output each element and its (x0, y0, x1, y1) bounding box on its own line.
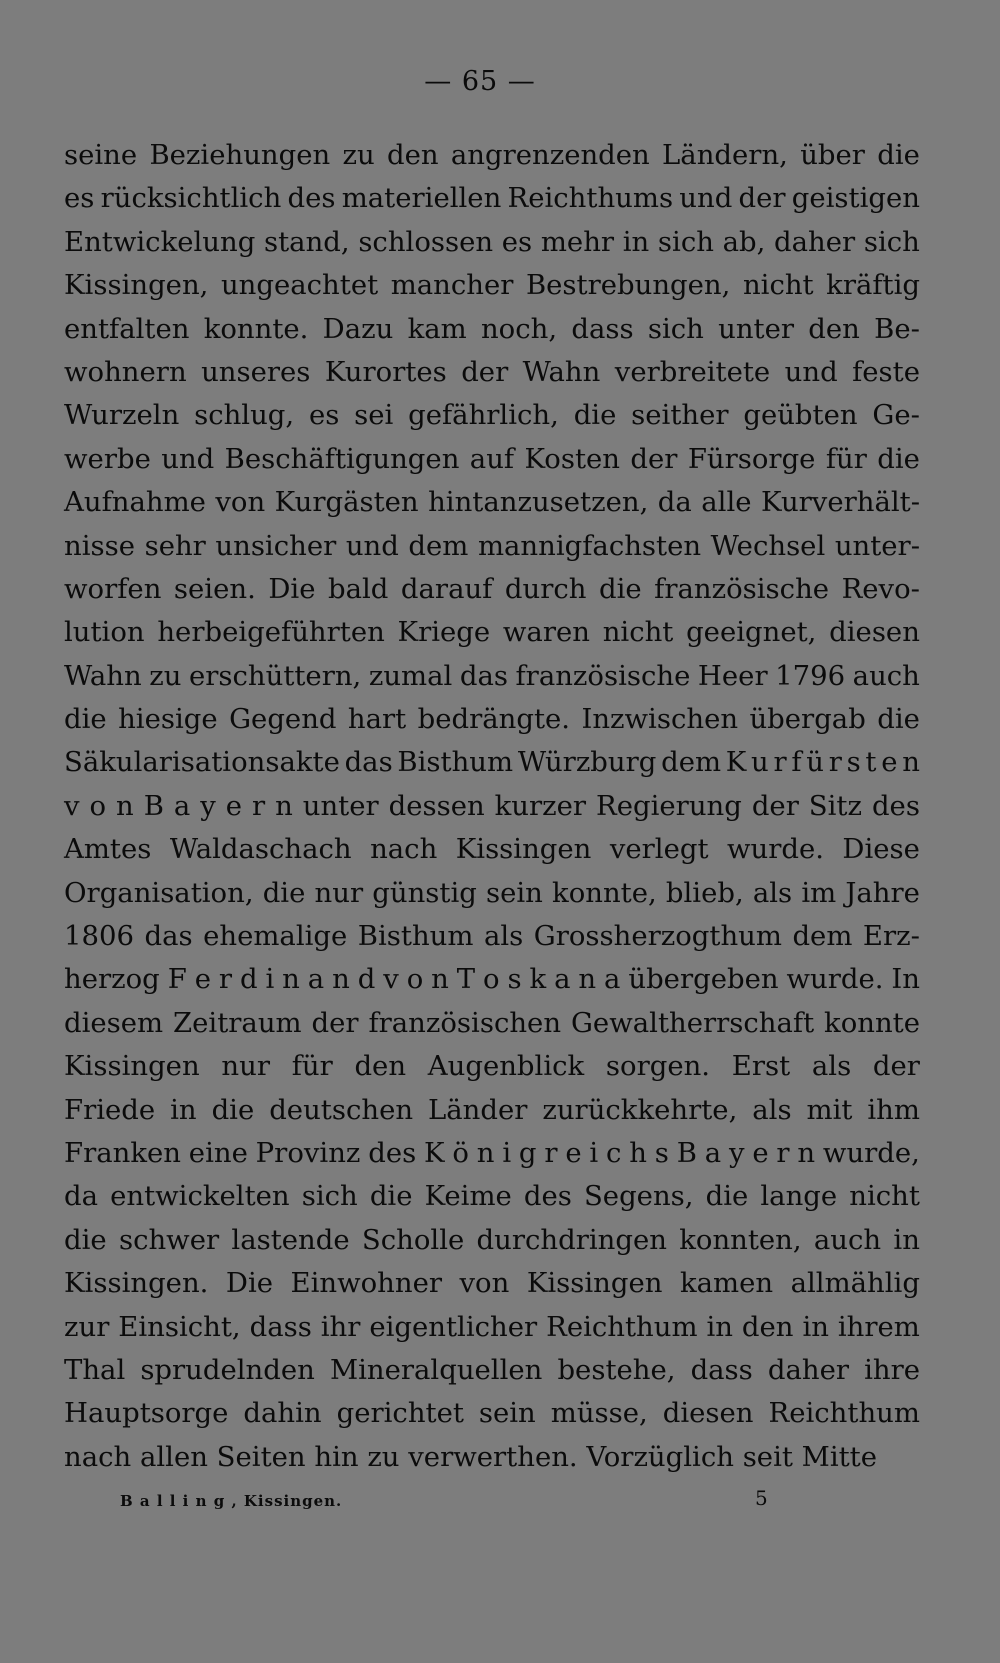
text-line: diesem Zeitraum der französischen Gewaltherrschaft konnte (64, 1006, 920, 1039)
text-line: herzog F e r d i n a n d v o n T o s k a n a übergeben wurde. In (64, 963, 920, 996)
text-line: 1806 das ehemalige Bisthum als Grossherzogthum dem Erz- (64, 920, 920, 953)
text-line: Friede in die deutschen Länder zurückkehrte, als mit ihm (64, 1093, 920, 1126)
text-line: Entwickelung stand, schlossen es mehr in sich ab, daher sich (64, 225, 920, 258)
text-line: die schwer lastende Scholle durchdringen konnten, auch in (64, 1223, 920, 1256)
page-number: — 65 — (424, 66, 536, 97)
text-line: seine Beziehungen zu den angrenzenden Ländern, über die (64, 139, 920, 171)
text-line: Kissingen, ungeachtet mancher Bestrebungen, nicht kräftig (64, 269, 920, 302)
text-line: Thal sprudelnden Mineralquellen bestehe, dass daher ihre (64, 1353, 920, 1386)
page-footer (120, 1486, 820, 1518)
text-line: Kissingen. Die Einwohner von Kissingen kamen allmählig (64, 1267, 920, 1300)
body-text (64, 134, 920, 1479)
text-line: werbe und Beschäftigungen auf Kosten der Fürsorge für die (64, 442, 920, 475)
text-line: nisse sehr unsicher und dem mannigfachsten Wechsel unter- (64, 529, 920, 562)
text-line: Säkularisationsakte das Bisthum Würzburg dem K u r f ü r s t e n (64, 746, 920, 779)
text-line: da entwickelten sich die Keime des Segens, die lange nicht (64, 1180, 920, 1213)
text-line: Hauptsorge dahin gerichtet sein müsse, diesen Reichthum (64, 1397, 920, 1430)
text-line: Wurzeln schlug, es sei gefährlich, die seither geübten Ge- (64, 399, 920, 432)
text-line: nach allen Seiten hin zu verwerthen. Vorzüglich seit Mitte (64, 1440, 877, 1473)
text-line: die hiesige Gegend hart bedrängte. Inzwischen übergab die (64, 703, 920, 736)
text-line: es rücksichtlich des materiellen Reichthums und der geistigen (64, 182, 920, 215)
text-line: v o n B a y e r n unter dessen kurzer Regierung der Sitz des (64, 789, 920, 822)
text-line: Kissingen nur für den Augenblick sorgen. Erst als der (64, 1050, 920, 1083)
text-line: zur Einsicht, dass ihr eigentlicher Reichthum in den in ihrem (64, 1310, 920, 1343)
text-line: entfalten konnte. Dazu kam noch, dass sich unter den Be- (64, 312, 920, 345)
sheet-mark: 5 (755, 1486, 768, 1510)
text-line: Amtes Waldaschach nach Kissingen verlegt wurde. Diese (64, 833, 920, 866)
printer-signature: B a l l i n g , Kissingen. (120, 1492, 343, 1510)
text-line: Aufnahme von Kurgästen hintanzusetzen, da alle Kurverhält- (64, 486, 920, 519)
text-line: worfen seien. Die bald darauf durch die französische Revo- (64, 572, 920, 605)
text-line: wohnern unseres Kurortes der Wahn verbreitete und feste (64, 355, 920, 388)
text-line: Organisation, die nur günstig sein konnte, blieb, als im Jahre (64, 876, 920, 909)
text-line: Wahn zu erschüttern, zumal das französische Heer 1796 auch (64, 659, 920, 692)
text-line: lution herbeigeführten Kriege waren nicht geeignet, diesen (64, 616, 920, 649)
text-line: Franken eine Provinz des K ö n i g r e i c h s B a y e r n wurde, (64, 1136, 920, 1169)
